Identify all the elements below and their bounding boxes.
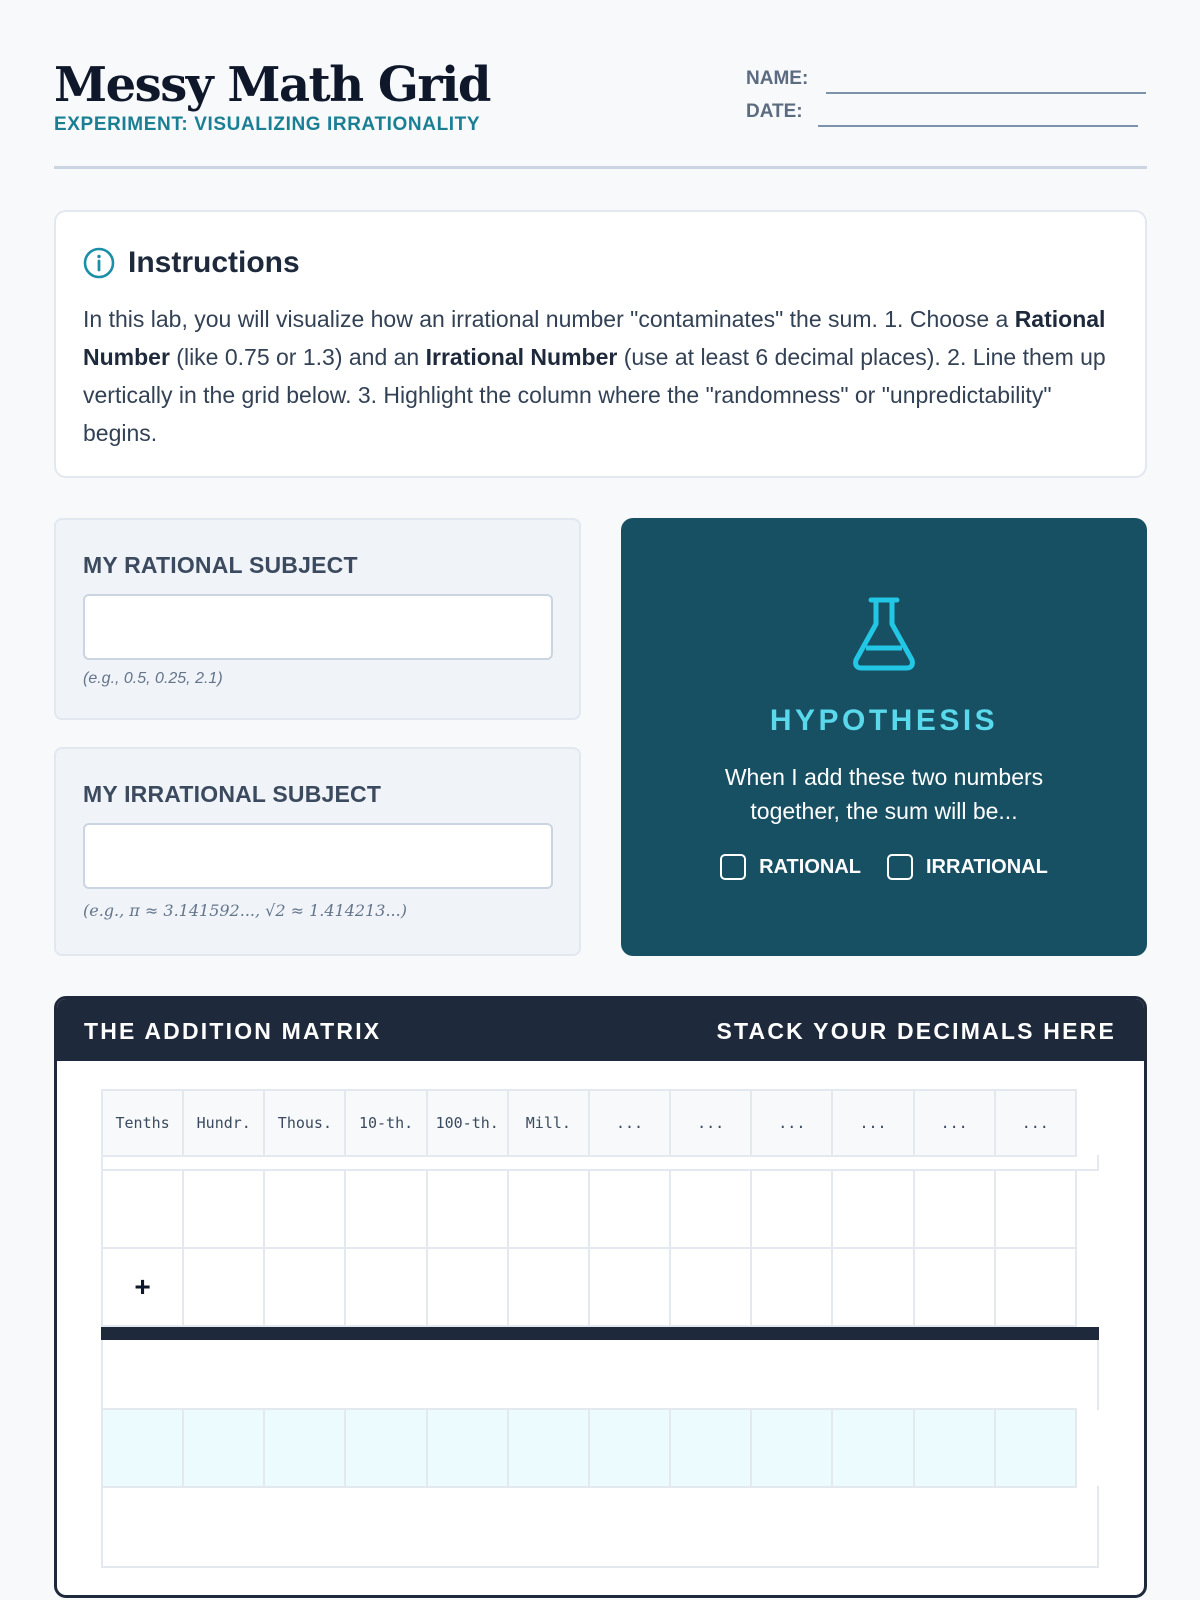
digit-cell[interactable]	[101, 1169, 184, 1249]
digit-cell[interactable]	[831, 1247, 914, 1327]
name-line[interactable]	[826, 92, 1146, 94]
rational-subject-hint: (e.g., 0.5, 0.25, 2.1)	[83, 670, 223, 687]
irrational-number-row	[101, 1247, 1099, 1325]
digit-cell[interactable]	[750, 1247, 833, 1327]
page-subtitle: EXPERIMENT: VISUALIZING IRRATIONALITY	[54, 114, 481, 135]
column-header: ...	[994, 1089, 1077, 1157]
digit-cell[interactable]	[426, 1169, 509, 1249]
sum-cell[interactable]	[669, 1408, 752, 1488]
page-title: Messy Math Grid	[54, 57, 490, 113]
irrational-subject-hint: (e.g., π ≈ 3.141592..., √2 ≈ 1.414213...)	[83, 901, 407, 920]
hypothesis-text: When I add these two numbers together, the sum will be...	[724, 764, 1044, 824]
digit-cell[interactable]	[913, 1247, 996, 1327]
digit-cell[interactable]	[831, 1169, 914, 1249]
digit-cell[interactable]	[344, 1169, 427, 1249]
digit-cell[interactable]	[263, 1247, 346, 1327]
sum-cell[interactable]	[588, 1408, 671, 1488]
matrix-footer-space	[101, 1486, 1099, 1568]
digit-cell[interactable]	[263, 1169, 346, 1249]
sum-cell[interactable]	[994, 1408, 1077, 1488]
date-field[interactable]	[746, 101, 803, 123]
sum-cell[interactable]	[101, 1408, 184, 1488]
hypothesis-options	[621, 854, 1147, 880]
hypothesis-card	[621, 518, 1147, 956]
column-header: ...	[669, 1089, 752, 1157]
instructions-text	[83, 300, 1123, 452]
sum-cell[interactable]	[507, 1408, 590, 1488]
sum-cell[interactable]	[831, 1408, 914, 1488]
rational-subject-input[interactable]	[83, 594, 553, 660]
sum-cell[interactable]	[750, 1408, 833, 1488]
digit-cell[interactable]	[182, 1247, 265, 1327]
digit-cell[interactable]	[426, 1247, 509, 1327]
irrational-checkbox[interactable]	[887, 854, 913, 880]
column-header: ...	[750, 1089, 833, 1157]
instructions-bold-rational: Rational Number	[83, 306, 1106, 370]
sum-cell[interactable]	[913, 1408, 996, 1488]
addition-matrix	[54, 996, 1147, 1598]
plus-sign-cell[interactable]	[101, 1247, 184, 1327]
info-icon	[82, 246, 116, 280]
header	[54, 0, 1147, 170]
column-header: 100-th.	[426, 1089, 509, 1157]
column-header: Mill.	[507, 1089, 590, 1157]
carry-gap	[101, 1340, 1099, 1410]
irrational-subject-input[interactable]	[83, 823, 553, 889]
sum-cell[interactable]	[263, 1408, 346, 1488]
column-header: Hundr.	[182, 1089, 265, 1157]
name-label: NAME:	[746, 68, 809, 89]
digit-cell[interactable]	[344, 1247, 427, 1327]
irrational-option-label: IRRATIONAL	[926, 855, 1048, 878]
sum-cell[interactable]	[426, 1408, 509, 1488]
digit-cell[interactable]	[588, 1247, 671, 1327]
sum-cell[interactable]	[344, 1408, 427, 1488]
instructions-text-3: (use at least 6 decimal places). 2. Line them up vertically in the grid below. 3. Highlight the column where the "randomness" or "unpredictability" begins.	[83, 344, 1106, 446]
header-divider	[54, 166, 1147, 169]
matrix-title: THE ADDITION MATRIX	[84, 1018, 382, 1044]
rational-checkbox[interactable]	[720, 854, 746, 880]
digit-cell[interactable]	[750, 1169, 833, 1249]
hypothesis-title: HYPOTHESIS	[769, 704, 999, 737]
digit-cell[interactable]	[994, 1169, 1077, 1249]
digit-cell[interactable]	[669, 1169, 752, 1249]
digit-cell[interactable]	[994, 1247, 1077, 1327]
digit-cell[interactable]	[507, 1247, 590, 1327]
plus-sign: +	[134, 1271, 151, 1302]
column-header-row	[101, 1089, 1099, 1155]
column-header: ...	[831, 1089, 914, 1157]
sum-line	[101, 1327, 1099, 1340]
column-header: 10-th.	[344, 1089, 427, 1157]
column-header: ...	[588, 1089, 671, 1157]
sum-row	[101, 1408, 1099, 1486]
digit-cell[interactable]	[913, 1169, 996, 1249]
irrational-subject-label: MY IRRATIONAL SUBJECT	[83, 781, 382, 807]
rational-number-row	[101, 1169, 1099, 1247]
date-line[interactable]	[818, 125, 1138, 127]
hypothesis-option-irrational[interactable]	[887, 854, 1048, 880]
digit-cell[interactable]	[669, 1247, 752, 1327]
digit-cell[interactable]	[588, 1169, 671, 1249]
matrix-subtitle: STACK YOUR DECIMALS HERE	[716, 1018, 1116, 1044]
rational-subject-label: MY RATIONAL SUBJECT	[83, 552, 358, 578]
digit-cell[interactable]	[507, 1169, 590, 1249]
digit-cell[interactable]	[182, 1169, 265, 1249]
sum-cell[interactable]	[182, 1408, 265, 1488]
rational-subject-box	[54, 518, 581, 720]
name-field[interactable]	[746, 68, 808, 90]
instructions-text-2: (like 0.75 or 1.3) and an	[169, 344, 426, 370]
instructions-text-1: In this lab, you will visualize how an irrational number "contaminates" the sum. 1. Choose a	[83, 306, 1015, 332]
column-header: ...	[913, 1089, 996, 1157]
flask-icon	[850, 594, 918, 674]
irrational-subject-box	[54, 747, 581, 956]
instructions-bold-irrational: Irrational Number	[425, 344, 618, 370]
matrix-header	[57, 999, 1144, 1061]
instructions-heading	[82, 246, 300, 280]
instructions-card	[54, 210, 1147, 478]
rational-option-label: RATIONAL	[759, 855, 861, 878]
worksheet-page	[54, 0, 1147, 1302]
column-header: Tenths	[101, 1089, 184, 1157]
column-header: Thous.	[263, 1089, 346, 1157]
instructions-title: Instructions	[128, 246, 300, 279]
hypothesis-option-rational[interactable]	[720, 854, 861, 880]
date-label: DATE:	[746, 101, 803, 122]
